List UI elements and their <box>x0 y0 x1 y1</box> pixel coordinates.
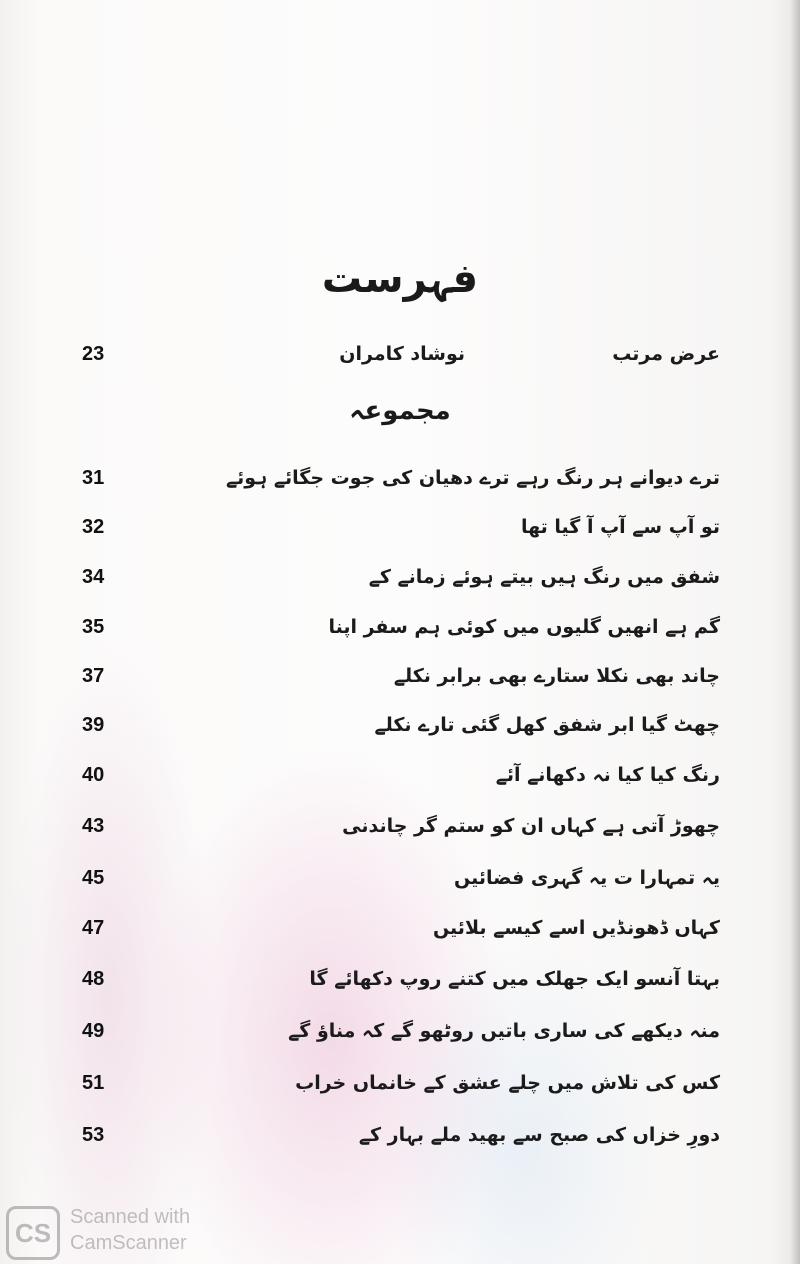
toc-entry <box>80 511 720 551</box>
toc-entry <box>80 1119 720 1159</box>
entry-page-number: 43 <box>82 815 105 837</box>
camscanner-logo-icon: CS <box>6 1206 60 1260</box>
toc-entry <box>80 1067 720 1107</box>
entry-title: چھٹ گیا ابر شفق کھل گئی تارے نکلے <box>374 714 720 736</box>
entry-title: چھوڑ آتی ہے کہاں ان کو ستم گر چاندنی <box>342 815 720 837</box>
entry-page-number: 51 <box>82 1072 105 1094</box>
section-heading: مجموعہ <box>349 396 451 426</box>
toc-entry <box>80 912 720 952</box>
toc-entry <box>80 963 720 1003</box>
entry-title: کہاں ڈھونڈیں اسے کیسے بلائیں <box>432 917 720 939</box>
toc-entry <box>80 810 720 850</box>
entry-page-number: 47 <box>82 917 105 939</box>
toc-entry <box>80 660 720 700</box>
entry-page-number: 53 <box>82 1124 105 1146</box>
foreword-label: عرض مرتب <box>612 343 720 365</box>
foreword-row <box>80 338 720 378</box>
entry-page-number: 45 <box>82 867 105 889</box>
toc-entry <box>80 611 720 651</box>
foreword-author: نوشاد کامران <box>339 343 465 365</box>
entry-title: بہتا آنسو ایک جھلک میں کتنے روپ دکھائے گا <box>309 968 720 990</box>
entry-page-number: 32 <box>82 516 105 538</box>
toc-entry <box>80 561 720 601</box>
camscanner-watermark <box>6 1202 226 1262</box>
toc-entry <box>80 1015 720 1055</box>
entry-title: شفق میں رنگ ہیں بیتے ہوئے زمانے کے <box>368 566 720 588</box>
entry-title: ترے دیوانے ہر رنگ رہے ترے دھیان کی جوت جگائے ہوئے <box>225 467 720 489</box>
entry-page-number: 49 <box>82 1020 105 1042</box>
entry-title: یہ تمہارا ت یہ گہری فضائیں <box>454 867 720 889</box>
entry-page-number: 39 <box>82 714 105 736</box>
page-edge-shadow <box>790 0 800 1264</box>
toc-entry <box>80 759 720 799</box>
entry-title: چاند بھی نکلا ستارے بھی برابر نکلے <box>393 665 720 687</box>
entry-title: رنگ کیا کیا نہ دکھانے آئے <box>495 764 720 786</box>
entry-title: دورِ خزاں کی صبح سے بھید ملے بہار کے <box>358 1124 720 1146</box>
toc-entry <box>80 709 720 749</box>
entry-page-number: 37 <box>82 665 105 687</box>
entry-title: منہ دیکھے کی ساری باتیں روٹھو گے کہ مناؤ گے <box>288 1020 720 1042</box>
page-title: فہرست <box>321 256 479 302</box>
toc-entry <box>80 862 720 902</box>
foreword-page-number: 23 <box>82 343 105 365</box>
entry-page-number: 40 <box>82 764 105 786</box>
entry-page-number: 31 <box>82 467 105 489</box>
entry-page-number: 34 <box>82 566 105 588</box>
watermark-line-2: CamScanner <box>70 1232 187 1254</box>
entry-page-number: 48 <box>82 968 105 990</box>
entry-page-number: 35 <box>82 616 105 638</box>
toc-entry <box>80 462 720 502</box>
entry-title: تو آپ سے آپ آ گیا تھا <box>520 516 720 538</box>
entry-title: گم ہے انھیں گلیوں میں کوئی ہم سفر اپنا <box>328 616 720 638</box>
watermark-line-1: Scanned with <box>70 1206 191 1228</box>
entry-title: کس کی تلاش میں چلے عشق کے خانماں خراب <box>295 1072 720 1094</box>
